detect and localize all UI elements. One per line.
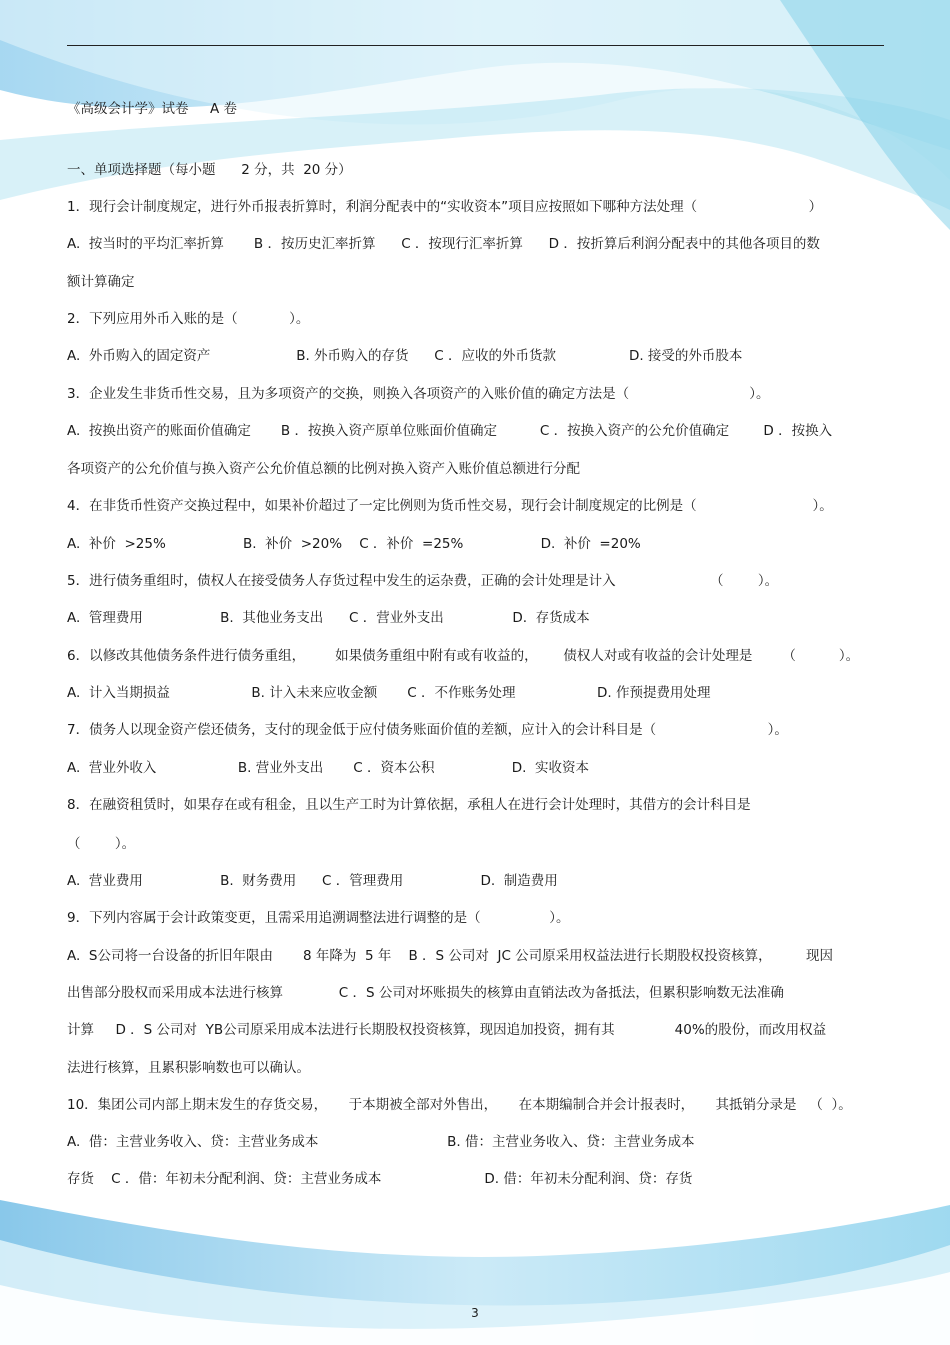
text-line: 额计算确定 (67, 274, 135, 290)
header-rule (67, 45, 884, 46)
text-line: A. 管理费用 B. 其他业务支出 C ．营业外支出 D. 存货成本 (67, 610, 590, 626)
text-line: A. 借：主营业务收入、贷：主营业务成本 B. 借：主营业务收入、贷：主营业务成本 (67, 1134, 695, 1150)
text-line: A. 计入当期损益 B. 计入未来应收金额 C ．不作账务处理 D. 作预提费用处理 (67, 685, 711, 701)
text-line: A. 外币购入的固定资产 B. 外币购入的存货 C ．应收的外币货款 D. 接受的外币股本 (67, 348, 743, 364)
text-line: A. 营业费用 B. 财务费用 C ．管理费用 D. 制造费用 (67, 873, 558, 889)
page-number: 3 (471, 1306, 479, 1320)
text-line: 8．在融资租赁时，如果存在或有租金，且以生产工时为计算依据，承租人在进行会计处理时，其借方的会计科目是 (67, 797, 751, 813)
text-line: A. 按换出资产的账面价值确定 B ．按换入资产原单位账面价值确定 C ．按换入资产的公允价值确定 D ．按换入 (67, 423, 833, 439)
text-line: A. S公司将一台设备的折旧年限由 8 年降为 5 年 B ．S 公司对 JC 公司原采用权益法进行长期股权投资核算， 现因 (67, 948, 834, 964)
text-line: （ ）。 (67, 836, 136, 852)
text-line: 计算 D ．S 公司对 YB公司原采用成本法进行长期股权投资核算，现因追加投资，拥有其 40%的股份，而改用权益 (67, 1022, 827, 1038)
text-line: 各项资产的公允价值与换入资产公允价值总额的比例对换入资产入账价值总额进行分配 (67, 461, 580, 477)
text-line: A. 补价 >25% B. 补价 >20% C ．补价 =25% D. 补价 =20% (67, 536, 641, 552)
text-line: A. 营业外收入 B. 营业外支出 C ．资本公积 D. 实收资本 (67, 760, 590, 776)
text-line: 10．集团公司内部上期末发生的存货交易， 于本期被全部对外售出， 在本期编制合并会计报表时， 其抵销分录是 （ ）。 (67, 1097, 852, 1113)
text-line: 5．进行债务重组时，债权人在接受债务人存货过程中发生的运杂费，正确的会计处理是计入 （ ）。 (67, 573, 779, 589)
text-line: A. 按当时的平均汇率折算 B ．按历史汇率折算 C ．按现行汇率折算 D ．按折算后利润分配表中的其他各项目的数 (67, 236, 820, 252)
text-line: 3．企业发生非货币性交易，且为多项资产的交换，则换入各项资产的入账价值的确定方法是（ ）。 (67, 386, 770, 402)
text-line: 出售部分股权而采用成本法进行核算 C ．S 公司对坏账损失的核算由直销法改为备抵法，但累积影响数无法准确 (67, 985, 784, 1001)
text-line: 7．债务人以现金资产偿还债务，支付的现金低于应付债务账面价值的差额，应计入的会计科目是（ ）。 (67, 722, 788, 738)
text-line: 1．现行会计制度规定，进行外币报表折算时，利润分配表中的“实收资本”项目应按照如下哪种方法处理（ ） (67, 199, 823, 215)
text-line: 2．下列应用外币入账的是（ ）。 (67, 311, 310, 327)
text-line: 存货 C ．借：年初未分配利润、贷：主营业务成本 D. 借：年初未分配利润、贷：存货 (67, 1171, 693, 1187)
section-heading: 一、单项选择题（每小题 2 分，共 20 分） (67, 162, 352, 178)
text-line: 4．在非货币性资产交换过程中，如果补价超过了一定比例则为货币性交易，现行会计制度规定的比例是（ ）。 (67, 498, 833, 514)
text-line: 法进行核算，且累积影响数也可以确认。 (67, 1060, 310, 1076)
text-line: 9．下列内容属于会计政策变更，且需采用追溯调整法进行调整的是（ ）。 (67, 910, 570, 926)
exam-title: 《高级会计学》试卷 A 卷 (67, 101, 237, 117)
text-line: 6．以修改其他债务条件进行债务重组， 如果债务重组中附有或有收益的， 债权人对或有收益的会计处理是 （ ）。 (67, 648, 860, 664)
